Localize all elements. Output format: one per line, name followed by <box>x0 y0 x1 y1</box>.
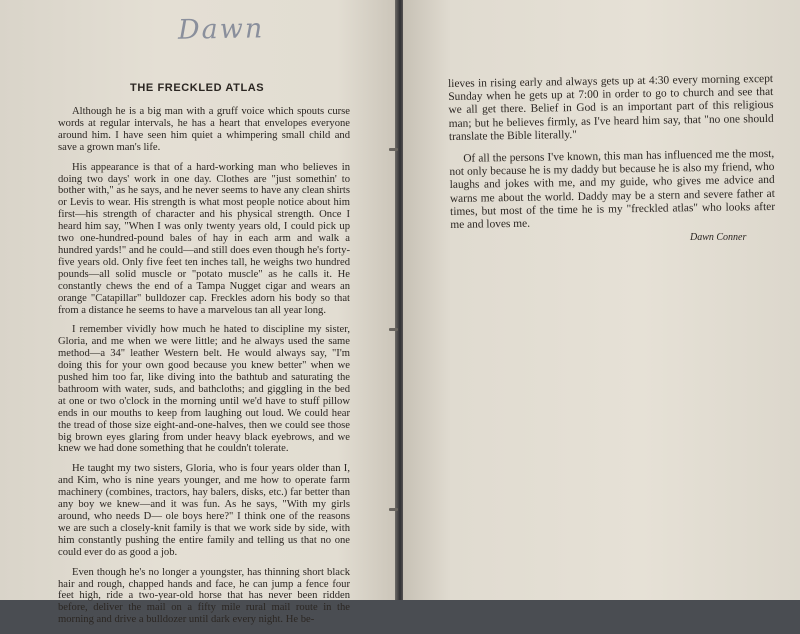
paragraph: His appearance is that of a hard-working man who believes in doing two days' work in one day. Clothes are "just somethin' to bother with," as he says, and he never seems to have any clean shirts or Levis to wear. His strength is what most people notice about him first—his strength of character and his physical strength. Once I heard him say, "When I was only twenty years old, I could pick up two one-hundred-pound bales of hay in each arm and walk a hundred yards!" and he could—and still does even though he's forty-five years old. Only five feet ten inches tall, he weighs two hundred pounds—all solid muscle or "potato muscle" as he calls it. He constantly chews the end of a Tampa Nugget cigar and wears an orange "Catapillar" bulldozer cap. Freckles adorn his body so that from a distance he seems to have a marvelous tan all year long. <box>58 161 350 316</box>
right-page-body <box>448 73 776 241</box>
essay-title: THE FRECKLED ATLAS <box>130 82 265 94</box>
paragraph: Of all the persons I've known, this man has influenced me the most, not only because he is my daddy but because he is also my friend, who laughs and jokes with me, and my guide, who gives me advice and warns me about the world. Daddy may be a stern and severe father at times, but most of the time he is my "freckled atlas" who looks after me and loves me. <box>449 147 776 232</box>
left-page-body <box>58 106 350 634</box>
handwritten-name: Dawn <box>177 13 265 46</box>
author-signature: Dawn Conner <box>690 232 747 243</box>
binding-staple <box>389 148 398 151</box>
right-page <box>403 0 800 600</box>
binding-staple <box>389 508 398 511</box>
paragraph: He taught my two sisters, Gloria, who is four years older than I, and Kim, who is nine years younger, and me how to operate farm machinery (combines, tractors, hay balers, disks, etc.) far better than any boy we knew—and it was fun. As he says, "With my girls around, who needs D— ole boys here?" I think one of the reasons we are such a closely-knit family is that we work side by side, with him constantly pushing the entire family and telling us that no one could ever do as good a job. <box>58 463 350 558</box>
paragraph: I remember vividly how much he hated to discipline my sister, Gloria, and me when we were little; and he always used the same method—a 34" leather Western belt. He would always say, "I'm doing this for your own good because you knew better" when we pushed him too far, like diving into the bathtub and saturating the bathroom with water, suds, and bathcloths; and giggling in the bed at one or two o'clock in the morning until we'd have to stuff pillow ends in our mouths to keep from laughing out loud. We could hear the tread of those size eight-and-one-halves, then we could see those big brown eyes glaring from under heavy black eyebrows, and we knew we had done something that he couldn't tolerate. <box>58 324 350 455</box>
paragraph: Although he is a big man with a gruff voice which spouts curse words at regular intervals, he has a heart that envelopes everyone around him. I have seen him quiet a whimpering small child and save a grown man's life. <box>58 106 350 153</box>
paragraph: Even though he's no longer a youngster, has thinning short black hair and rough, chapped hands and face, he can jump a fence four feet high, ride a two-year-old horse that has never been ridden before, deliver the mail on a fifty mile rural mail route in the morning and drive a bulldozer until dark every night. He be- <box>58 566 350 626</box>
left-page <box>0 0 397 626</box>
paragraph: lieves in rising early and always gets up at 4:30 every morning except Sunday when he gets up at 7:00 in order to go to church and see that we all get there. Belief in God is an important part of this religious man; but he believes firmly, as I've heard him say, that "no one should translate the Bible literally." <box>448 72 774 143</box>
binding-staple <box>389 328 398 331</box>
